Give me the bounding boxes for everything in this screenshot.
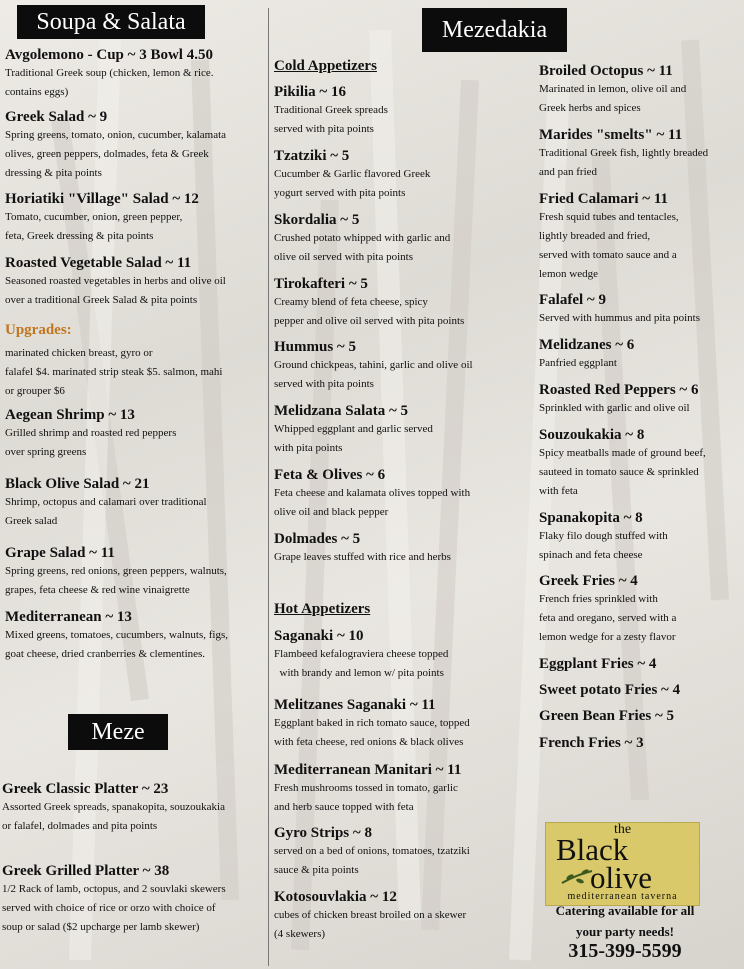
item-desc: Whipped eggplant and garlic served with pita points <box>274 423 433 454</box>
catering-line-2: your party needs! <box>576 924 674 939</box>
item-name: Sweet potato Fries ~ 4 <box>539 682 681 698</box>
item-desc: Panfried eggplant <box>539 357 617 369</box>
item-desc: Fresh squid tubes and tentacles, lightly breaded and fried, served with tomato sauce and a lemon wedge <box>539 211 679 280</box>
menu-item-grape-salad <box>5 544 265 600</box>
menu-item-pikilia <box>274 83 530 139</box>
item-desc: served on a bed of onions, tomatoes, tzatziki sauce & pita points <box>274 845 470 876</box>
logo-line-3: mediterranean taverna <box>567 891 678 902</box>
item-desc: French fries sprinkled with feta and oregano, served with a lemon wedge for a zesty flavor <box>539 593 677 643</box>
item-desc: Shrimp, octopus and calamari over traditional Greek salad <box>5 496 207 527</box>
item-desc: Traditional Greek soup (chicken, lemon & rice. contains eggs) <box>5 67 214 98</box>
item-name: Mediterranean ~ 13 <box>5 609 132 625</box>
menu-item-hummus <box>274 338 530 394</box>
item-desc: Creamy blend of feta cheese, spicy pepper and olive oil served with pita points <box>274 296 465 327</box>
menu-item-greek-grilled-platter <box>2 862 264 937</box>
item-name: Melidzana Salata ~ 5 <box>274 403 409 419</box>
catering-phone: 315-399-5599 <box>568 940 682 962</box>
olive-branch-icon <box>560 867 594 887</box>
item-desc: Cucumber & Garlic flavored Greek yogurt served with pita points <box>274 168 431 199</box>
item-name: Horiatiki "Village" Salad ~ 12 <box>5 191 199 207</box>
menu-item-tirokafteri <box>274 275 530 331</box>
item-name: Roasted Red Peppers ~ 6 <box>539 382 699 398</box>
item-name: Hummus ~ 5 <box>274 339 356 355</box>
item-desc: Feta cheese and kalamata olives topped with olive oil and black pepper <box>274 487 471 518</box>
item-name: Spanakopita ~ 8 <box>539 510 643 526</box>
item-name: Avgolemono - Cup ~ 3 Bowl 4.50 <box>5 47 213 63</box>
menu-item-roasted-vegetable-salad <box>5 254 265 310</box>
item-name: Aegean Shrimp ~ 13 <box>5 407 135 423</box>
menu-item-melitzanes-saganaki <box>274 696 530 752</box>
menu-item-falafel <box>539 291 739 328</box>
item-desc: Traditional Greek fish, lightly breaded and pan fried <box>539 147 709 178</box>
item-name: Greek Fries ~ 4 <box>539 573 638 589</box>
menu-item-kotosouvlakia <box>274 888 530 944</box>
item-name: Kotosouvlakia ~ 12 <box>274 889 397 905</box>
item-desc: Served with hummus and pita points <box>539 312 701 324</box>
item-desc: Ground chickpeas, tahini, garlic and olive oil served with pita points <box>274 359 473 390</box>
subtitle-cold-appetizers: Cold Appetizers <box>274 58 377 74</box>
item-name: Melitzanes Saganaki ~ 11 <box>274 697 436 713</box>
item-desc: 1/2 Rack of lamb, octopus, and 2 souvlaki skewers served with choice of rice or orzo with choice of soup or salad ($2 upcharge per lamb skewer) <box>2 883 226 933</box>
item-name: Fried Calamari ~ 11 <box>539 191 669 207</box>
menu-item-souzoukakia <box>539 426 744 501</box>
item-name: Gyro Strips ~ 8 <box>274 825 372 841</box>
menu-item-dolmades <box>274 530 530 567</box>
menu-item-greek-classic-platter <box>2 780 264 836</box>
menu-item-green-bean-fries <box>539 707 739 725</box>
menu-item-melidzana-salata <box>274 402 530 458</box>
menu-item-mediterranean <box>5 608 265 664</box>
black-olive-logo <box>545 822 700 906</box>
menu-item-aegean-shrimp <box>5 406 265 462</box>
menu-item-black-olive-salad <box>5 475 265 531</box>
menu-item-eggplant-fries <box>539 655 739 673</box>
item-name: Tirokafteri ~ 5 <box>274 276 368 292</box>
item-name: Broiled Octopus ~ 11 <box>539 63 673 79</box>
logo-the: the <box>613 822 632 837</box>
menu-item-marides <box>539 126 744 182</box>
menu-item-mediterranean-manitari <box>274 761 530 817</box>
item-name: Skordalia ~ 5 <box>274 212 360 228</box>
item-name: Mediterranean Manitari ~ 11 <box>274 762 462 778</box>
item-name: Falafel ~ 9 <box>539 292 606 308</box>
menu-item-roasted-red-peppers <box>539 381 739 418</box>
menu-item-avgolemono <box>5 46 265 102</box>
item-desc: Flaky filo dough stuffed with spinach and feta cheese <box>539 530 668 561</box>
item-desc: Spring greens, red onions, green peppers, walnuts, grapes, feta cheese & red wine vinaigrette <box>5 565 227 596</box>
item-desc: Assorted Greek spreads, spanakopita, souzoukakia or falafel, dolmades and pita points <box>2 801 225 832</box>
menu-item-gyro-strips <box>274 824 530 880</box>
item-name: Saganaki ~ 10 <box>274 628 364 644</box>
upgrades-desc <box>5 344 265 401</box>
item-desc: Tomato, cucumber, onion, green pepper, feta, Greek dressing & pita points <box>5 211 183 242</box>
item-name: Marides "smelts" ~ 11 <box>539 127 683 143</box>
item-desc: marinated chicken breast, gyro or falafel $4. marinated strip steak $5. salmon, mahi or grouper $6 <box>5 347 223 397</box>
menu-item-horiatiki <box>5 190 265 246</box>
item-name: Feta & Olives ~ 6 <box>274 467 386 483</box>
section-title-soupa-salata: Soupa & Salata <box>17 5 205 39</box>
item-name: Tzatziki ~ 5 <box>274 148 350 164</box>
item-name: French Fries ~ 3 <box>539 735 644 751</box>
item-desc: Sprinkled with garlic and olive oil <box>539 402 690 414</box>
item-name: Greek Classic Platter ~ 23 <box>2 781 169 797</box>
item-desc: Marinated in lemon, olive oil and Greek herbs and spices <box>539 83 687 114</box>
logo-line-1: Black <box>556 832 629 867</box>
menu-item-french-fries <box>539 734 739 752</box>
item-name: Eggplant Fries ~ 4 <box>539 656 657 672</box>
item-desc: Mixed greens, tomatoes, cucumbers, walnuts, figs, goat cheese, dried cranberries & clementines. <box>5 629 229 660</box>
item-name: Souzoukakia ~ 8 <box>539 427 645 443</box>
item-name: Grape Salad ~ 11 <box>5 545 115 561</box>
logo-line-2: olive <box>590 860 652 895</box>
upgrades-title: Upgrades: <box>5 322 72 338</box>
menu-item-saganaki <box>274 627 530 683</box>
menu-item-melidzanes <box>539 336 739 373</box>
item-desc: Eggplant baked in rich tomato sauce, topped with feta cheese, red onions & black olives <box>274 717 470 748</box>
menu-item-feta-olives <box>274 466 530 522</box>
item-desc: Grape leaves stuffed with rice and herbs <box>274 551 451 563</box>
menu-item-skordalia <box>274 211 530 267</box>
item-name: Green Bean Fries ~ 5 <box>539 708 674 724</box>
item-desc: Fresh mushrooms tossed in tomato, garlic and herb sauce topped with feta <box>274 782 458 813</box>
column-divider <box>268 8 269 966</box>
item-name: Roasted Vegetable Salad ~ 11 <box>5 255 192 271</box>
item-desc: Spicy meatballs made of ground beef, sauteed in tomato sauce & sprinkled with feta <box>539 447 706 497</box>
item-name: Melidzanes ~ 6 <box>539 337 635 353</box>
item-name: Black Olive Salad ~ 21 <box>5 476 150 492</box>
item-desc: Seasoned roasted vegetables in herbs and olive oil over a traditional Greek Salad & pita points <box>5 275 226 306</box>
item-desc: Crushed potato whipped with garlic and olive oil served with pita points <box>274 232 451 263</box>
section-title-mezedakia: Mezedakia <box>422 8 567 52</box>
item-desc: Grilled shrimp and roasted red peppers over spring greens <box>5 427 177 458</box>
item-name: Greek Salad ~ 9 <box>5 109 108 125</box>
item-desc: cubes of chicken breast broiled on a skewer (4 skewers) <box>274 909 467 940</box>
item-desc: Flambeed kefalograviera cheese topped with brandy and lemon w/ pita points <box>274 648 449 679</box>
menu-item-fried-calamari <box>539 190 739 284</box>
menu-item-spanakopita <box>539 509 739 565</box>
item-desc: Spring greens, tomato, onion, cucumber, kalamata olives, green peppers, dolmades, feta & Greek dressing & pita points <box>5 129 227 179</box>
item-name: Pikilia ~ 16 <box>274 84 346 100</box>
menu-item-greek-fries <box>539 572 739 647</box>
menu-item-tzatziki <box>274 147 530 203</box>
item-name: Dolmades ~ 5 <box>274 531 361 547</box>
menu-item-greek-salad <box>5 108 265 183</box>
menu-item-sweet-potato-fries <box>539 681 739 699</box>
item-name: Greek Grilled Platter ~ 38 <box>2 863 170 879</box>
item-desc: Traditional Greek spreads served with pita points <box>274 104 388 135</box>
catering-line-1: Catering available for all <box>555 903 695 918</box>
subtitle-hot-appetizers: Hot Appetizers <box>274 601 371 617</box>
menu-item-broiled-octopus <box>539 62 739 118</box>
section-title-meze: Meze <box>68 714 168 750</box>
